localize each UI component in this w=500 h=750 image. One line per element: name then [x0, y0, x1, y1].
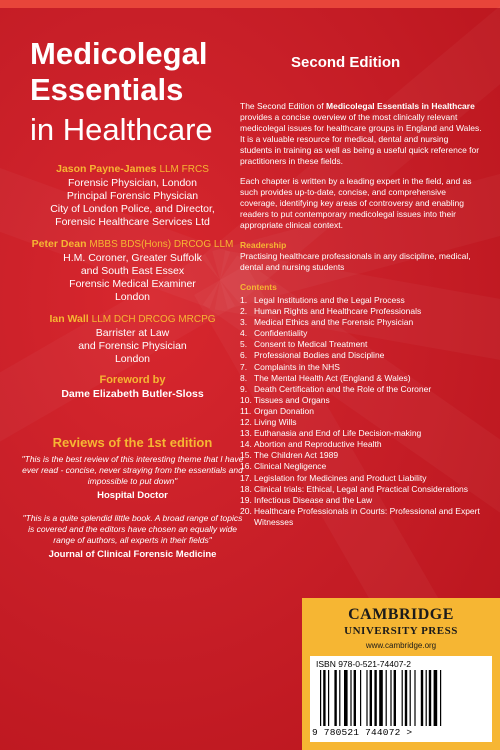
contents-item — [240, 317, 482, 328]
author-name: Ian Wall — [49, 313, 89, 325]
author-name: Peter Dean — [31, 238, 87, 250]
contents-item-title: Professional Bodies and Discipline — [254, 350, 385, 361]
author-affiliation: Barrister at Law — [95, 327, 170, 339]
author-credentials: LLM FRCS — [159, 164, 209, 175]
barcode-bar — [339, 670, 340, 726]
title-line-3: in Healthcare — [30, 112, 213, 147]
contents-item-title: Confidentiality — [254, 328, 308, 339]
barcode-bar — [370, 670, 372, 726]
contents-item — [240, 417, 482, 428]
description-text: provides a concise overview of the most clinically relevant medicolegal issues for healthcare groups in England and Wales. It is a valuable resource for medical, dental and nursing students in training as well as being a useful quick reference for practitioners in these fields. — [240, 112, 482, 166]
barcode-bar — [421, 670, 423, 726]
contents-item-title: Tissues and Organs — [254, 394, 330, 405]
contents-item — [240, 306, 482, 317]
contents-item — [240, 484, 482, 495]
contents-item — [240, 395, 482, 406]
author-affiliation: Forensic Physician, London — [68, 177, 197, 189]
barcode-bar — [414, 670, 415, 726]
isbn-label: ISBN 978-0-521-74407-2 — [316, 659, 411, 669]
publisher-box — [302, 598, 500, 750]
contents-item — [240, 406, 482, 417]
top-band — [0, 0, 500, 8]
contents-item-title: Healthcare Professionals in Courts: Professional and Expert Witnesses — [254, 505, 480, 527]
contents-item-number: 8. — [240, 372, 248, 383]
barcode-bar — [379, 670, 383, 726]
contents-item-number: 1. — [240, 295, 248, 305]
contents-item — [240, 495, 482, 506]
contents-item-title: Death Certification and the Role of the Coroner — [254, 383, 432, 394]
contents-item-title: Human Rights and Healthcare Professionals — [254, 306, 422, 317]
description-text: The Second Edition of — [240, 101, 327, 111]
author-affiliation: City of London Police, and Director, — [50, 203, 215, 215]
description-column — [240, 101, 482, 528]
author-affiliation: Forensic Healthcare Services Ltd — [55, 216, 210, 228]
barcode-bar — [354, 670, 356, 726]
publisher-url: www.cambridge.org — [365, 641, 437, 650]
contents-item-number: 11. — [240, 405, 252, 416]
contents-item-number: 14. — [240, 439, 252, 450]
contents-item — [240, 384, 482, 395]
foreword-label: Foreword by — [99, 374, 166, 386]
contents-item-title: Clinical trials: Ethical, Legal and Practical Considerations — [254, 483, 469, 494]
author-block — [20, 162, 245, 229]
author-credentials: MBBS BDS(Hons) DRCOG LLM — [89, 239, 234, 250]
contents-item — [240, 461, 482, 472]
barcode-bar — [434, 670, 438, 726]
contents-heading: Contents — [240, 282, 277, 292]
contents-item-number: 4. — [240, 328, 248, 339]
author-name: Jason Payne-James — [56, 163, 157, 175]
barcode-bar — [386, 670, 387, 726]
author-affiliation: and South East Essex — [80, 265, 185, 277]
barcode-bar — [320, 670, 321, 726]
author-list — [20, 162, 245, 400]
contents-item-title: Clinical Negligence — [254, 461, 327, 472]
contents-item — [240, 450, 482, 461]
contents-item-title: Legislation for Medicines and Product Liability — [254, 472, 427, 483]
contents-item-number: 19. — [240, 494, 252, 505]
author-affiliation: and Forensic Physician — [78, 340, 187, 352]
author-affiliation: H.M. Coroner, Greater Suffolk — [63, 252, 202, 264]
author-affiliation: Principal Forensic Physician — [66, 190, 199, 202]
contents-item-number: 5. — [240, 339, 248, 350]
contents-item-number: 2. — [240, 306, 248, 317]
title-line-1: Medicolegal — [30, 36, 208, 71]
contents-item-number: 13. — [240, 428, 252, 439]
contents-item-title: Infectious Disease and the Law — [254, 494, 373, 505]
contents-item — [240, 506, 482, 528]
contents-item — [240, 473, 482, 484]
contents-item-title: Consent to Medical Treatment — [254, 339, 368, 350]
contents-item — [240, 428, 482, 439]
contents-item — [240, 373, 482, 384]
contents-item-title: Legal Institutions and the Legal Process — [254, 295, 405, 305]
barcode-bar — [410, 670, 411, 726]
contents-item-title: The Mental Health Act (England & Wales) — [254, 372, 411, 383]
reviews-section — [20, 435, 245, 572]
contents-item-number: 12. — [240, 417, 252, 428]
reviews-heading: Reviews of the 1st edition — [52, 435, 213, 450]
contents-item-number: 7. — [240, 361, 248, 372]
contents-item-number: 15. — [240, 450, 252, 461]
barcode-bar — [374, 670, 376, 726]
barcode-bar — [390, 670, 391, 726]
barcode-bar — [328, 670, 329, 726]
edition-label: Second Edition — [291, 54, 401, 71]
author-credentials: LLM DCH DRCOG MRCPG — [91, 314, 216, 325]
contents-item-title: Abortion and Reproductive Health — [254, 439, 382, 450]
barcode-bar — [426, 670, 427, 726]
contents-item — [240, 362, 482, 373]
contents-item — [240, 328, 482, 339]
contents-item-number: 9. — [240, 383, 248, 394]
description-book-title: Medicolegal Essentials in Healthcare — [326, 101, 475, 111]
barcode — [318, 670, 484, 726]
title-line-2: Essentials — [30, 72, 184, 107]
review-source: Journal of Clinical Forensic Medicine — [48, 549, 217, 560]
barcode-bar — [394, 670, 396, 726]
barcode-bar — [405, 670, 407, 726]
review-quote: "This is the best review of this interesting theme that I have ever read - concise, never straying from the essentials and impossible to put down" — [21, 454, 244, 486]
barcode-bar — [323, 670, 325, 726]
barcode-bar — [344, 670, 348, 726]
contents-item-title: The Children Act 1989 — [254, 450, 339, 461]
author-block — [20, 312, 245, 366]
barcode-bar — [440, 670, 441, 726]
contents-item-number: 18. — [240, 483, 252, 494]
review-source: Hospital Doctor — [97, 490, 168, 501]
contents-item-title: Euthanasia and End of Life Decision-making — [254, 428, 422, 439]
contents-item — [240, 295, 482, 306]
contents-item-number: 6. — [240, 350, 248, 361]
contents-item-title: Organ Donation — [254, 405, 315, 416]
description-paragraph — [240, 101, 482, 167]
readership-heading: Readership — [240, 240, 287, 250]
author-affiliation: Forensic Medical Examiner — [69, 278, 196, 290]
barcode-bar — [350, 670, 351, 726]
barcode-bar — [360, 670, 361, 726]
contents-item-number: 17. — [240, 472, 252, 483]
barcode-bar — [402, 670, 403, 726]
book-title — [30, 36, 213, 150]
contents-item — [240, 339, 482, 350]
contents-item-number: 3. — [240, 317, 248, 328]
publisher-name: CAMBRIDGE — [348, 606, 454, 623]
contents-item-number: 10. — [240, 394, 252, 405]
barcode-area — [310, 656, 492, 742]
contents-item — [240, 439, 482, 450]
author-affiliation: London — [114, 353, 151, 365]
author-block — [20, 237, 245, 304]
author-affiliation: London — [114, 291, 151, 303]
barcode-bar — [366, 670, 367, 726]
contents-item-title: Living Wills — [254, 417, 297, 428]
barcode-digits: 9 780521 744072 > — [312, 727, 413, 738]
contents-item-number: 16. — [240, 461, 252, 472]
contents-item-title: Complaints in the NHS — [254, 361, 340, 372]
contents-item — [240, 350, 482, 361]
foreword-author: Dame Elizabeth Butler-Sloss — [61, 388, 204, 400]
readership-text: Practising healthcare professionals in any discipline, medical, dental and nursing students — [240, 251, 471, 272]
description-paragraph: Each chapter is written by a leading expert in the field, and as such provides up-to-date, concise, and comprehensive coverage, identifying key areas of controversy and enabling readers to put contemporary medicolegal issues into their appropriate clinical context. — [240, 176, 472, 230]
contents-list — [240, 295, 482, 528]
contents-item-title: Medical Ethics and the Forensic Physician — [254, 317, 414, 328]
review-quote: "This is a quite splendid little book. A broad range of topics is covered and the editors have chosen an equally wide range of authors, all experts in their fields" — [22, 513, 243, 545]
contents-item-number: 20. — [240, 505, 252, 516]
publisher-name-sub: UNIVERSITY PRESS — [344, 625, 458, 637]
barcode-bar — [334, 670, 336, 726]
barcode-bar — [429, 670, 431, 726]
